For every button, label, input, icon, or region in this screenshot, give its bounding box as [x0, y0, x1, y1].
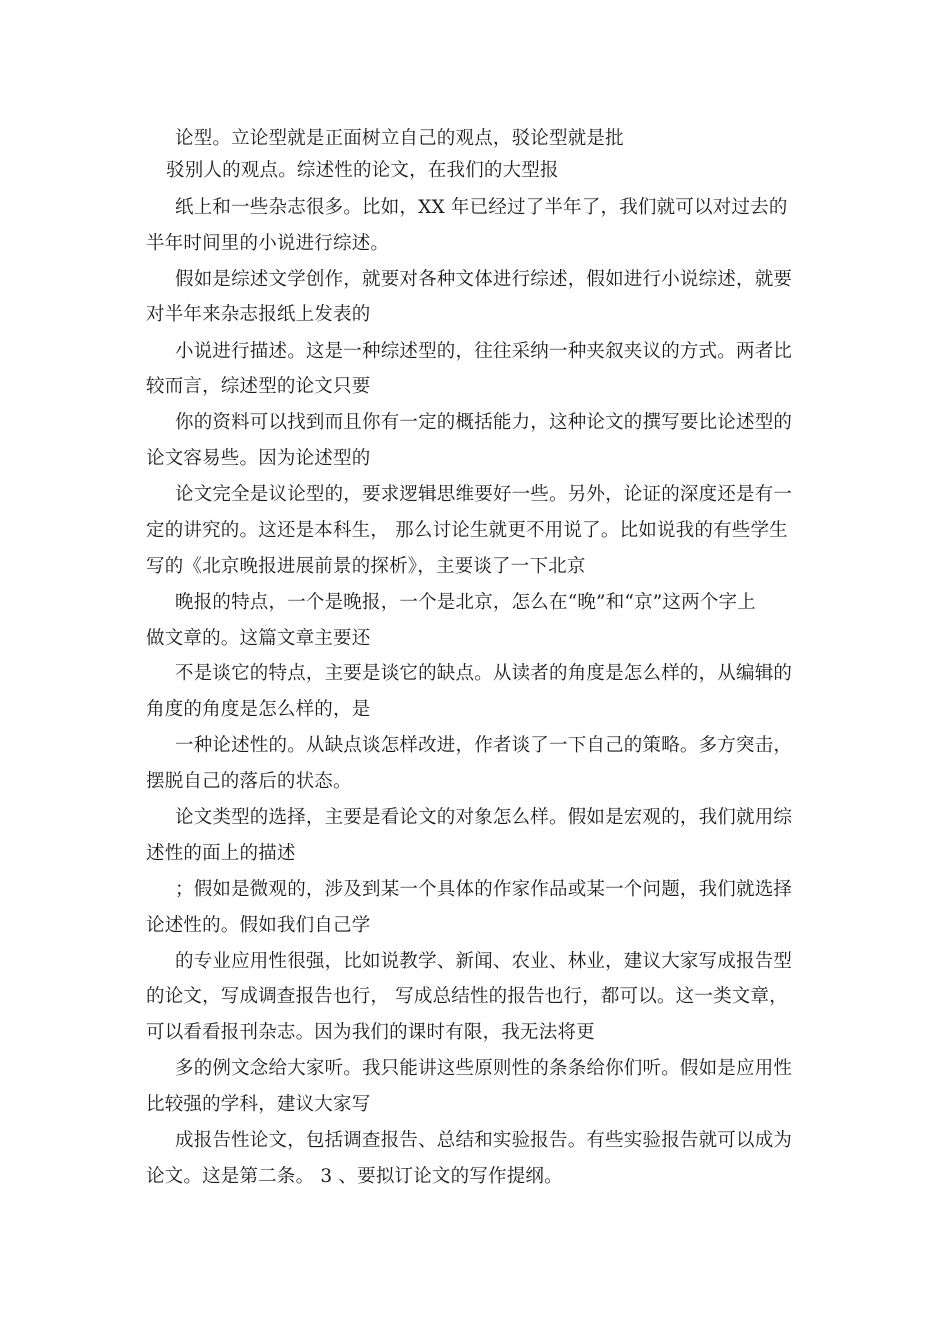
text-line: 晚报的特点，一个是晚报，一个是北京，怎么在“晚”和“京”这两个字上: [175, 592, 756, 613]
text-line: 定的讲究的。这还是本科生， 那么讨论生就更不用说了。比如说我的有些学生: [146, 520, 788, 541]
text-line: 成报告性论文，包括调查报告、总结和实验报告。有些实验报告就可以成为: [175, 1130, 793, 1151]
text-line: 小说进行描述。这是一种综述型的，往往采纳一种夹叙夹议的方式。两者比: [175, 341, 793, 362]
text-line: 较而言，综述型的论文只要: [146, 376, 371, 397]
text-line: 多的例文念给大家听。我只能讲这些原则性的条条给你们听。假如是应用性: [175, 1058, 793, 1079]
text-line: 论型。立论型就是正面树立自己的观点，驳论型就是批: [175, 128, 624, 149]
text-line: 述性的面上的描述: [146, 843, 296, 864]
text-line: 对半年来杂志报纸上发表的: [146, 304, 371, 325]
text-line: 角度的角度是怎么样的，是: [146, 699, 371, 720]
text-line: 纸上和一些杂志很多。比如，XX 年已经过了半年了，我们就可以对过去的: [175, 197, 788, 218]
text-line: 论文类型的选择，主要是看论文的对象怎么样。假如是宏观的，我们就用综: [175, 807, 793, 828]
text-line: 论述性的。假如我们自己学: [146, 915, 371, 936]
text-line: 一种论述性的。从缺点谈怎样改进，作者谈了一下自己的策略。多方突击，: [175, 735, 793, 756]
text-line: 写的《北京晚报进展前景的探析》，主要谈了一下北京: [146, 556, 586, 577]
text-line: 摆脱自己的落后的状态。: [146, 771, 352, 792]
text-line: 的专业应用性很强，比如说教学、新闻、农业、林业，建议大家写成报告型: [175, 951, 793, 972]
text-line: 比较强的学科，建议大家写: [146, 1094, 371, 1115]
text-line: 半年时间里的小说进行综述。: [146, 233, 390, 254]
text-line: 驳别人的观点。综述性的论文，在我们的大型报: [166, 160, 559, 181]
text-line: 论文容易些。因为论述型的: [146, 448, 371, 469]
text-line: 不是谈它的特点，主要是谈它的缺点。从读者的角度是怎么样的，从编辑的: [175, 663, 793, 684]
text-line: ；假如是微观的，涉及到某一个具体的作家作品或某一个问题，我们就选择: [175, 879, 793, 900]
text-line: 论文。这是第二条。 3 、要拟订论文的写作提纲。: [146, 1166, 563, 1187]
text-line: 的论文，写成调查报告也行， 写成总结性的报告也行，都可以。这一类文章，: [146, 986, 788, 1007]
text-line: 假如是综述文学创作，就要对各种文体进行综述，假如进行小说综述，就要: [175, 269, 793, 290]
text-line: 你的资料可以找到而且你有一定的概括能力，这种论文的撰写要比论述型的: [175, 412, 793, 433]
text-line: 论文完全是议论型的，要求逻辑思维要好一些。另外，论证的深度还是有一: [175, 484, 793, 505]
text-line: 做文章的。这篇文章主要还: [146, 628, 371, 649]
text-line: 可以看看报刊杂志。因为我们的课时有限，我无法将更: [146, 1022, 595, 1043]
